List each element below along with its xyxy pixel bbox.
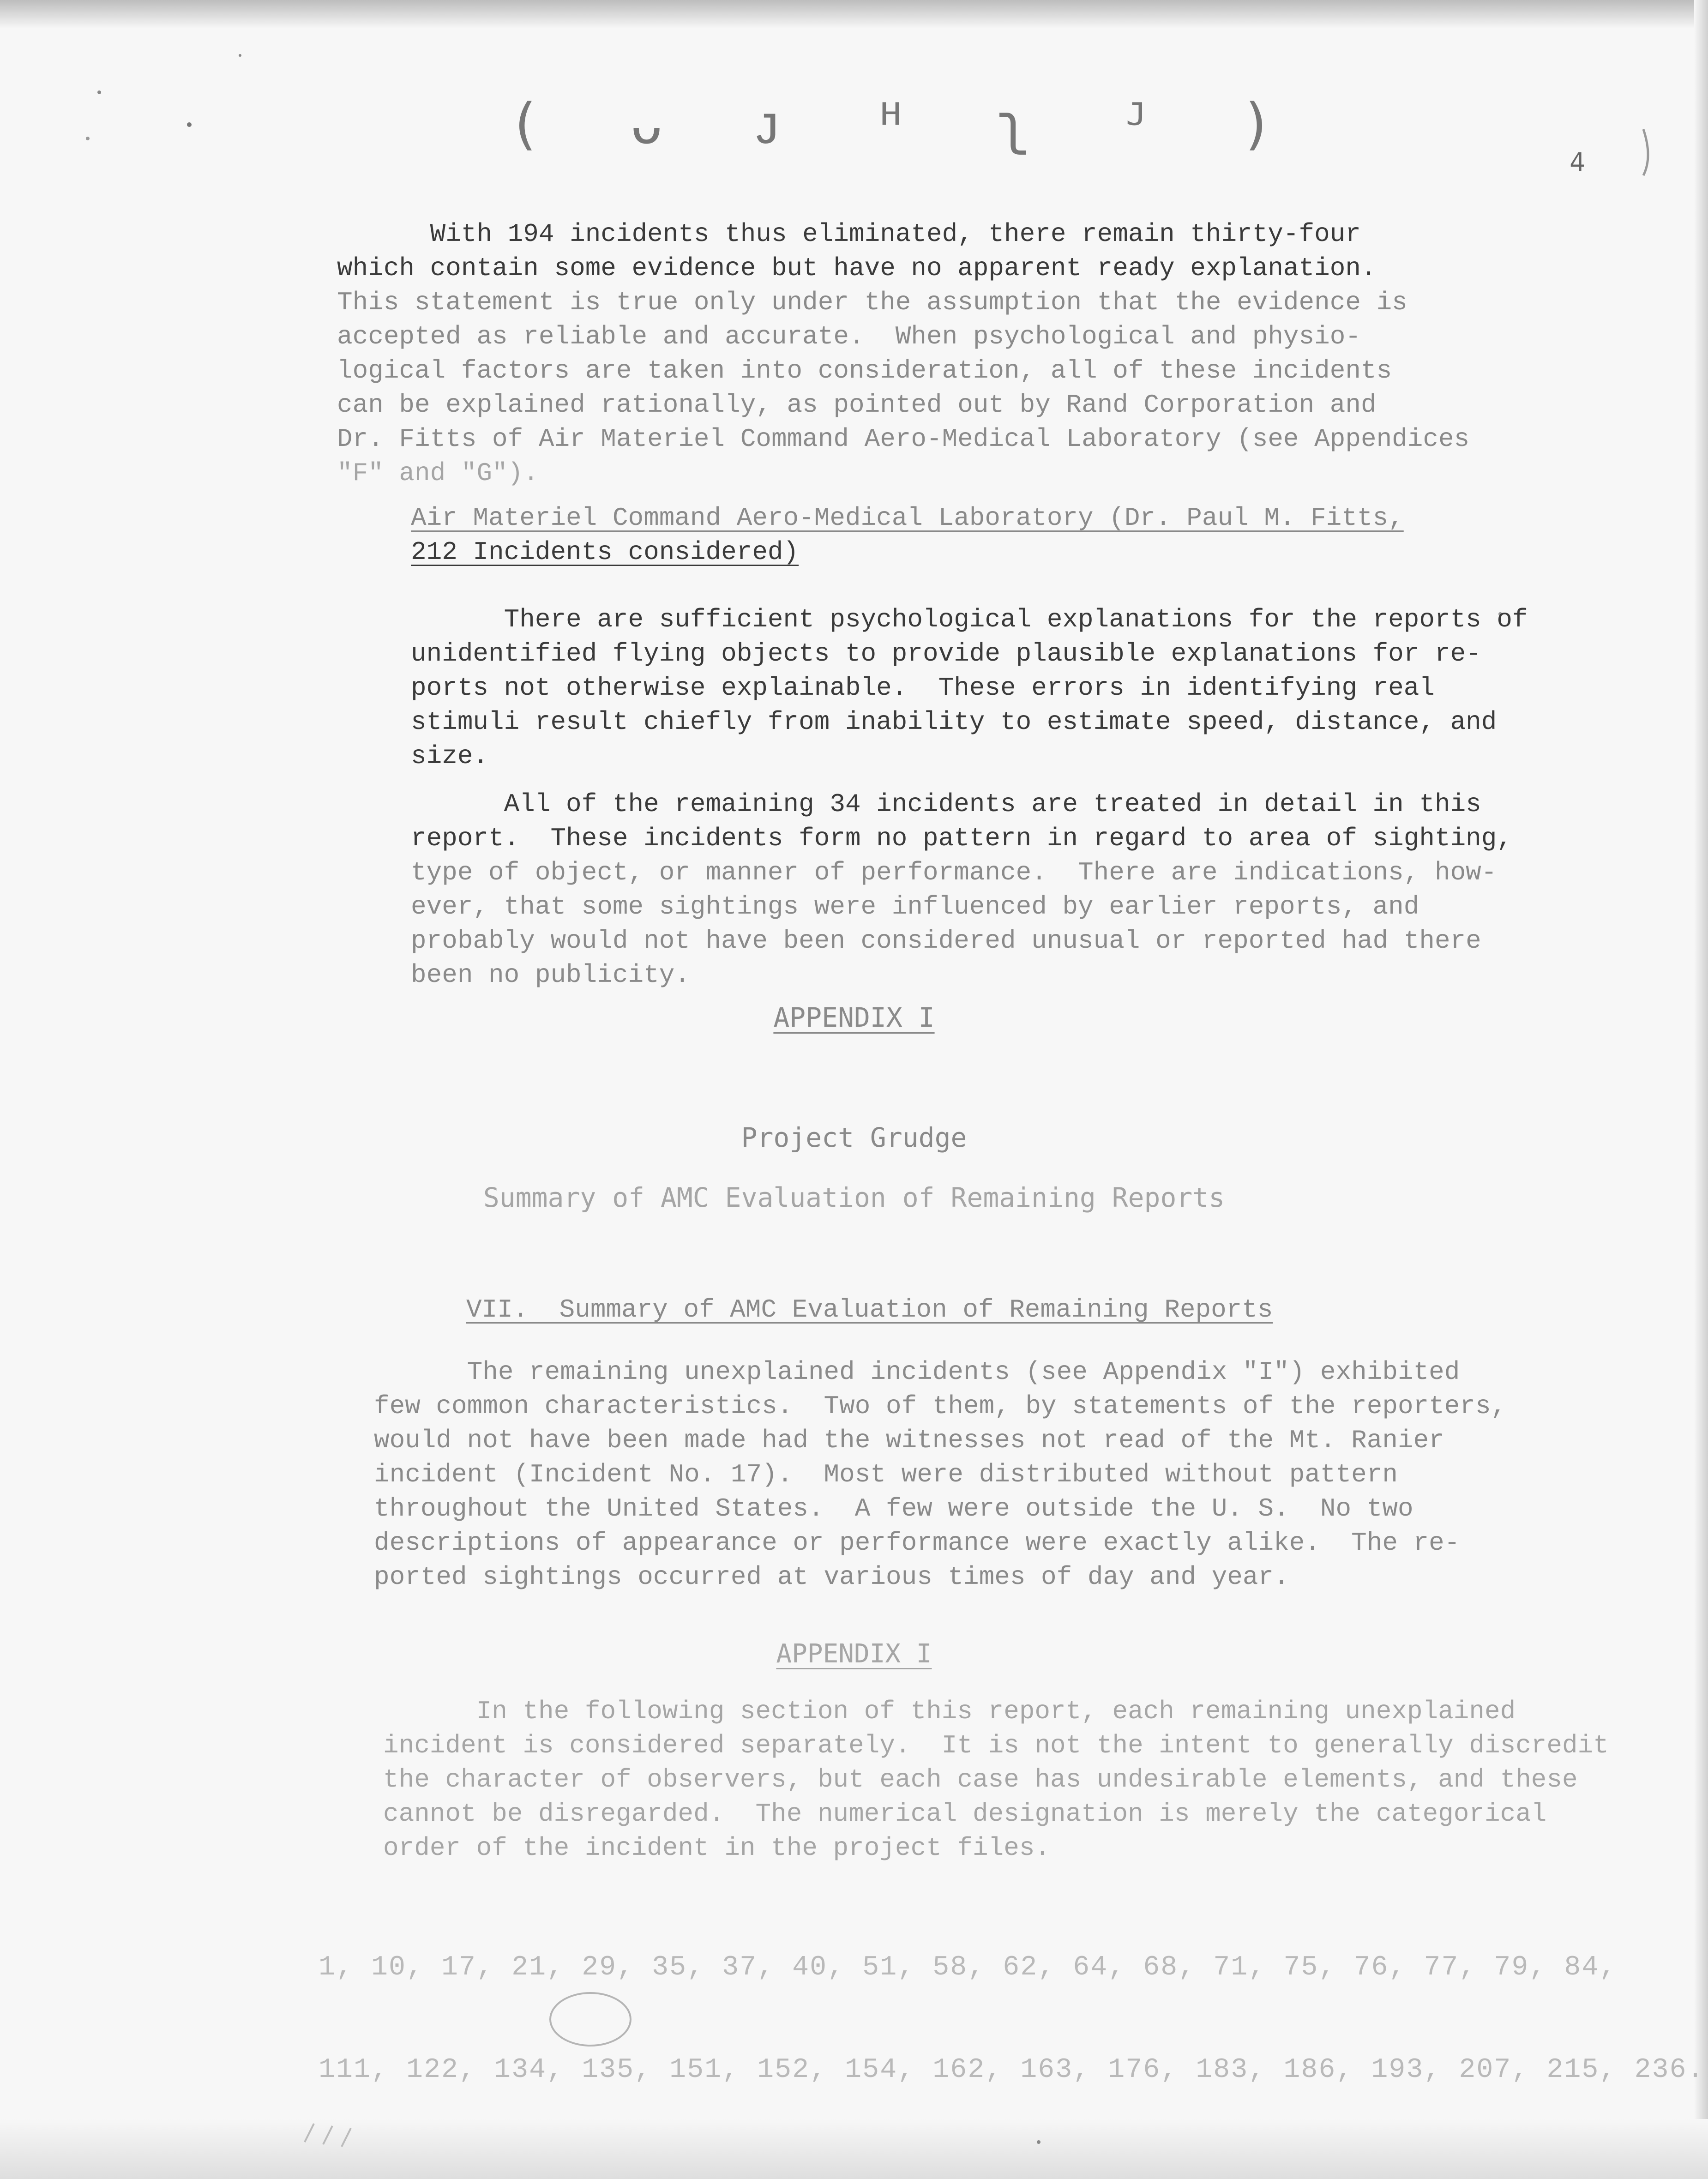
paragraph-2: There are sufficient psychological explanations for the reports of unidentified flying objects to provide plausible explanations for re- ports not otherwise explainable. These errors in identifying real stimuli result chiefly from inability to estimate speed, distance, and size. xyxy=(411,605,1528,771)
appendix-heading: APPENDIX I xyxy=(773,1002,935,1033)
header-marks: ( ᴗ ᴊ ᴴ ʅ ᴶ ) xyxy=(508,92,1301,157)
paragraph-4: The remaining unexplained incidents (see Appendix "I") exhibited few common characteristics. Two of them, by statements of the reporters, would not have been made had the witnesses not read of the Mt. Ranier incident (Incident No. 17). Most were distributed without pattern throughout the United States. A few were outside the U. S. No two descriptions of appearance or performance were exactly alike. The re- ported sightings occurred at various times of day and year. xyxy=(374,1357,1507,1592)
section-heading: Air Materiel Command Aero-Medical Laboratory (Dr. Paul M. Fitts, 212 Incidents considered) xyxy=(411,503,1404,567)
appendix-heading-2: APPENDIX I xyxy=(776,1639,932,1669)
page-number: 4 xyxy=(1570,148,1585,178)
project-title: Project Grudge xyxy=(741,1122,967,1153)
circled-number-mark xyxy=(549,1992,631,2047)
incident-numbers: 1, 10, 17, 21, 29, 35, 37, 40, 51, 58, 62, 64, 68, 71, 75, 76, 77, 79, 84, 111, 122, 134, 135, 151, 152, 154, 162, 163, 176, 183, 186, 193, 207, 215, 236. xyxy=(319,1952,1705,2086)
section-vii-heading: VII. Summary of AMC Evaluation of Remaining Reports xyxy=(466,1295,1273,1324)
summary-title: Summary of AMC Evaluation of Remaining Reports xyxy=(483,1182,1225,1213)
paragraph-1: With 194 incidents thus eliminated, there remain thirty-four which contain some evidence but have no apparent ready explanation. This statement is true only under the assumption that the evidence is accepted as reliable and accurate. When psychological and physio- logical factors are taken into consideration, all of these incidents can be explained rationally, as pointed out by Rand Corporation and Dr. Fitts of Air Materiel Command Aero-Medical Laboratory (see Appendices "F" and "G"). xyxy=(337,219,1470,488)
paragraph-3: All of the remaining 34 incidents are treated in detail in this report. These incidents form no pattern in regard to area of sighting, type of object, or manner of performance. There are indications, how- ever, that some sightings were influenced by earlier reports, and probably would not have been considered unusual or reported had there been no publicity. xyxy=(411,789,1512,990)
paragraph-5: In the following section of this report, each remaining unexplained incident is considered separately. It is not the intent to generally discredit the character of observers, but each case has undesirable elements, and these cannot be disregarded. The numerical designation is merely the categorical order of the incident in the project files. xyxy=(383,1697,1609,1863)
